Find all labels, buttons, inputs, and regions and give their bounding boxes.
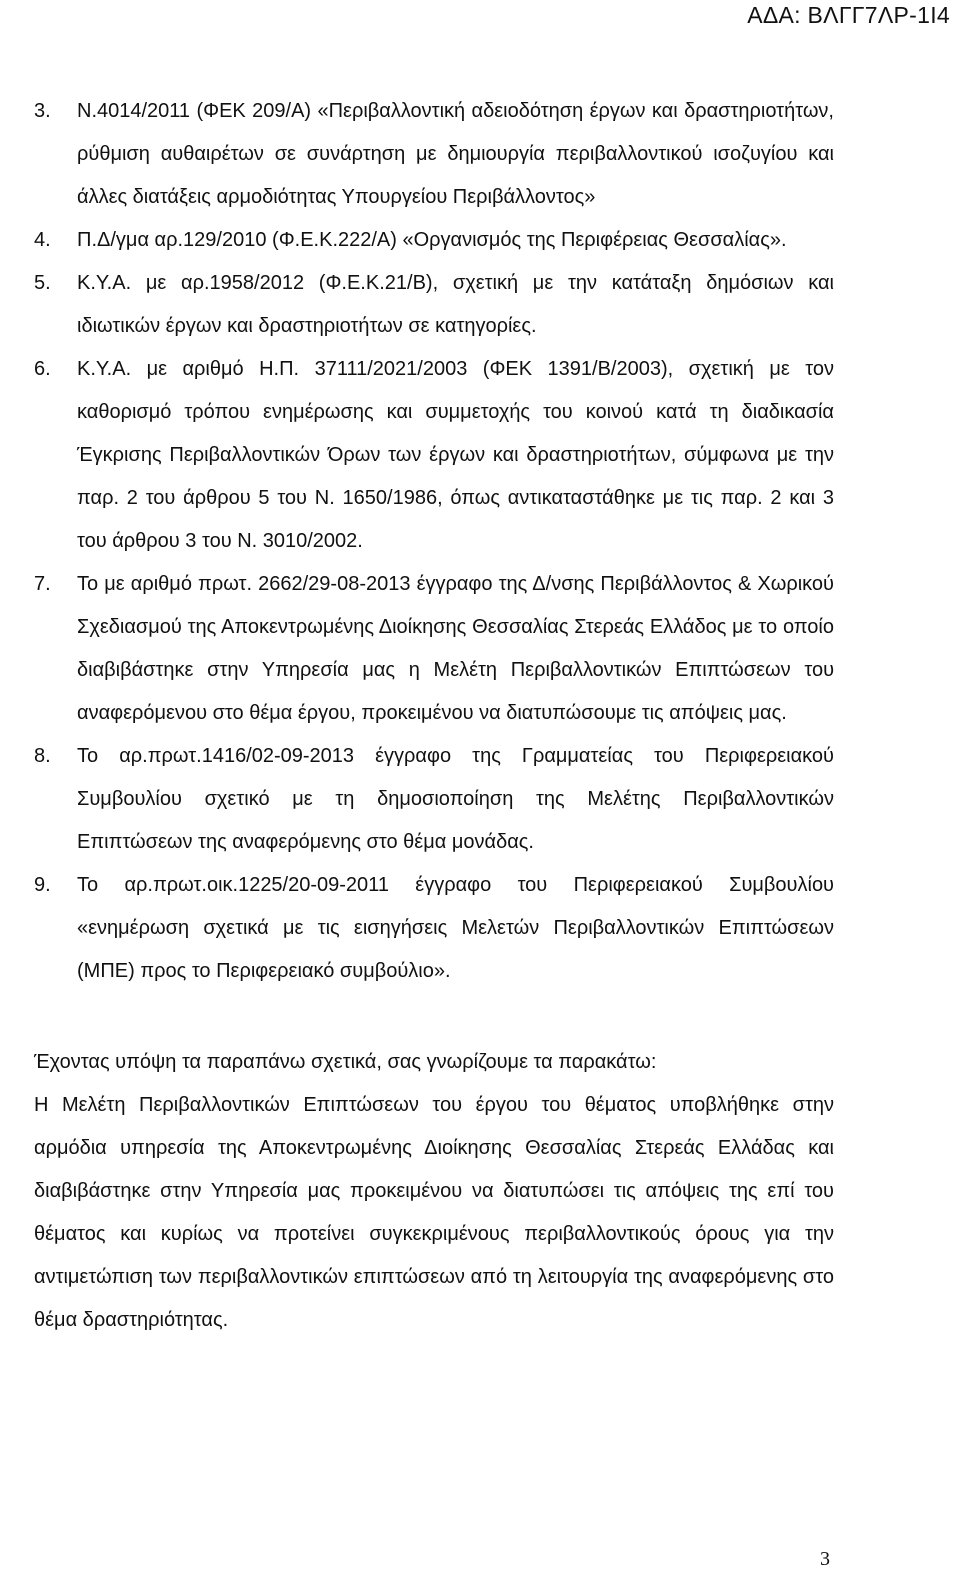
item-number: 3. [34,100,51,122]
closing-intro: Έχοντας υπόψη τα παραπάνω σχετικά, σας γνωρίζουμε τα παρακάτω: [34,1051,657,1073]
item-text: Κ.Υ.Α. με αριθμό Η.Π. 37111/2021/2003 (ΦΕΚ 1391/Β/2003), σχετική με τον καθορισμό τρόπου ενημέρωσης και συμμετοχής του κοινού κατά τη διαδικασία Έγκρισης Περιβαλλοντικών Όρων των έργων και δραστηριοτήτων, σύμφωνα με την παρ. 2 του άρθρου 5 του Ν. 1650/1986, όπως αντικαταστάθηκε με τις παρ. 2 και 3 του άρθρου 3 του Ν. 3010/2002. [77,358,834,552]
section-gap [34,993,834,1041]
item-text: Το αρ.πρωτ.1416/02-09-2013 έγγραφο της Γραμματείας του Περιφερειακού Συμβουλίου σχετικό με τη δημοσιοποίηση της Μελέτης Περιβαλλοντικών Επιπτώσεων της αναφερόμενης στο θέμα μονάδας. [77,745,834,853]
reference-item-3 [34,90,834,219]
item-number: 8. [34,745,51,767]
item-text: Το με αριθμό πρωτ. 2662/29-08-2013 έγγραφο της Δ/νσης Περιβάλλοντος & Χωρικού Σχεδιασμού της Αποκεντρωμένης Διοίκησης Θεσσαλίας Στερεάς Ελλάδος με το οποίο διαβιβάστηκε στην Υπηρεσία μας η Μελέτη Περιβαλλοντικών Επιπτώσεων του αναφερόμενου στο θέμα έργου, προκειμένου να διατυπώσουμε τις απόψεις μας. [77,573,834,724]
item-text: Κ.Υ.Α. με αρ.1958/2012 (Φ.Ε.Κ.21/Β), σχετική με την κατάταξη δημόσιων και ιδιωτικών έργων και δραστηριοτήτων σε κατηγορίες. [77,272,834,337]
item-text: Το αρ.πρωτ.οικ.1225/20-09-2011 έγγραφο του Περιφερειακού Συμβουλίου «ενημέρωση σχετικά με τις εισηγήσεις Μελετών Περιβαλλοντικών Επιπτώσεων (ΜΠΕ) προς το Περιφερειακό συμβούλιο». [77,874,834,982]
reference-item-4 [34,219,834,262]
page-number: 3 [820,1548,830,1570]
item-number: 5. [34,272,51,294]
item-number: 7. [34,573,51,595]
reference-item-6 [34,348,834,563]
item-number: 4. [34,229,51,251]
reference-item-9 [34,864,834,993]
item-number: 9. [34,874,51,896]
item-text: Ν.4014/2011 (ΦΕΚ 209/Α) «Περιβαλλοντική αδειοδότηση έργων και δραστηριοτήτων, ρύθμιση αυθαιρέτων σε συνάρτηση με δημιουργία περιβαλλοντικού ισοζυγίου και άλλες διατάξεις αρμοδιότητας Υπουργείου Περιβάλλοντος» [77,100,834,208]
reference-item-8 [34,735,834,864]
document-body [34,90,834,1342]
reference-item-5 [34,262,834,348]
reference-item-7 [34,563,834,735]
closing-body: Η Μελέτη Περιβαλλοντικών Επιπτώσεων του έργου του θέματος υποβλήθηκε στην αρμόδια υπηρεσία της Αποκεντρωμένης Διοίκησης Θεσσαλίας Στερεάς Ελλάδας και διαβιβάστηκε στην Υπηρεσία μας προκειμένου να διατυπώσει τις απόψεις της επί του θέματος και κυρίως να προτείνει συγκεκριμένους περιβαλλοντικούς όρους για την αντιμετώπιση των περιβαλλοντικών επιπτώσεων από τη λειτουργία της αναφερόμενης στο θέμα δραστηριότητας. [34,1094,834,1331]
item-text: Π.Δ/γμα αρ.129/2010 (Φ.Ε.Κ.222/Α) «Οργανισμός της Περιφέρειας Θεσσαλίας». [77,229,787,251]
item-number: 6. [34,358,51,380]
ada-code: ΑΔΑ: ΒΛΓΓ7ΛΡ-1Ι4 [747,2,950,28]
